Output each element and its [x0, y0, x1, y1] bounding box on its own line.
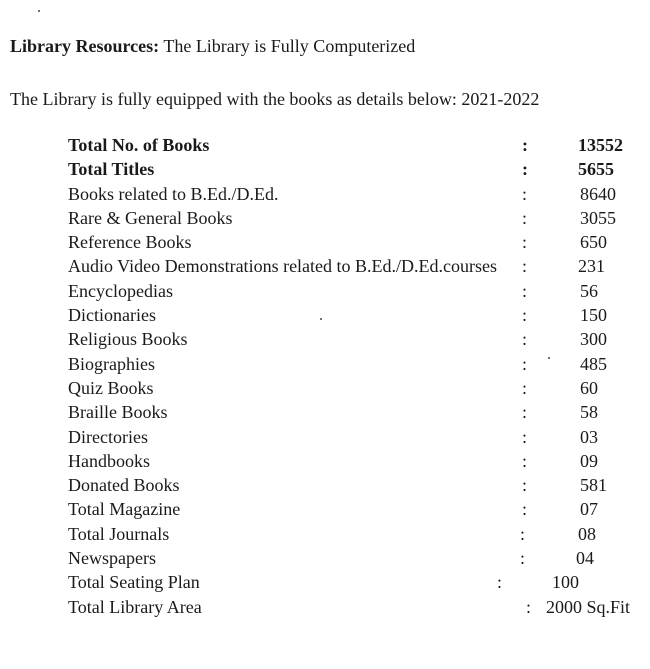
row-colon: : — [522, 207, 528, 228]
row-label: Quiz Books — [68, 377, 154, 398]
row-value: 3055 — [580, 207, 616, 228]
row-colon: : — [526, 596, 532, 617]
row-colon: : — [520, 523, 526, 544]
row-value: 485 — [580, 353, 607, 374]
table-row — [0, 427, 650, 451]
row-value: 150 — [580, 305, 607, 326]
row-colon: : — [497, 572, 503, 593]
row-label: Braille Books — [68, 402, 168, 423]
row-value: 09 — [580, 450, 598, 471]
row-label: Audio Video Demonstrations related to B.Ed./D.Ed.courses — [68, 256, 498, 277]
row-label: Total Library Area — [68, 596, 202, 617]
row-colon: : — [522, 232, 528, 253]
row-colon: : — [522, 256, 528, 277]
row-colon: : — [522, 353, 528, 374]
row-value: 650 — [580, 232, 607, 253]
table-row — [0, 475, 650, 499]
row-value: 5655 — [578, 159, 614, 180]
row-value: 2000 Sq.Fit — [546, 596, 631, 617]
scan-speck — [320, 318, 322, 320]
row-value: 56 — [580, 280, 598, 301]
row-colon: : — [522, 135, 528, 155]
row-label: Total Magazine — [68, 499, 181, 520]
row-colon: : — [522, 280, 528, 301]
table-row — [0, 232, 650, 256]
row-label: Total Journals — [68, 523, 170, 544]
row-colon: : — [522, 183, 528, 204]
table-row — [0, 135, 650, 159]
row-label: Newspapers — [68, 548, 156, 569]
heading-text: The Library is Fully Computerized — [159, 36, 416, 56]
scan-speck — [548, 357, 550, 359]
row-value: 300 — [580, 329, 607, 350]
table-row — [0, 354, 650, 378]
table-row — [0, 524, 650, 548]
table-row — [0, 329, 650, 353]
row-label: Dictionaries — [68, 305, 156, 326]
row-value: 100 — [552, 572, 579, 593]
table-row — [0, 305, 650, 329]
row-value: 60 — [580, 377, 598, 398]
row-colon: : — [522, 377, 528, 398]
row-label: Total Seating Plan — [68, 572, 200, 593]
table-row — [0, 572, 650, 596]
table-row — [0, 548, 650, 572]
row-label: Religious Books — [68, 329, 188, 350]
row-value: 231 — [578, 256, 605, 277]
table-row — [0, 208, 650, 232]
row-value: 58 — [580, 402, 598, 423]
row-label: Biographies — [68, 353, 155, 374]
table-row — [0, 256, 650, 280]
table-row — [0, 159, 650, 183]
table-row — [0, 378, 650, 402]
row-colon: : — [522, 475, 528, 496]
row-label: Rare & General Books — [68, 207, 233, 228]
section-heading — [10, 36, 415, 57]
row-value: 03 — [580, 426, 598, 447]
table-row — [0, 499, 650, 523]
table-row — [0, 451, 650, 475]
row-colon: : — [520, 548, 526, 569]
heading-bold-label: Library Resources: — [10, 36, 160, 56]
row-label: Total No. of Books — [68, 135, 210, 155]
table-row — [0, 184, 650, 208]
resource-table — [0, 135, 650, 621]
row-value: 07 — [580, 499, 598, 520]
scan-speck — [38, 10, 40, 12]
row-label: Total Titles — [68, 159, 155, 180]
row-label: Books related to B.Ed./D.Ed. — [68, 183, 279, 204]
row-label: Donated Books — [68, 475, 180, 496]
row-colon: : — [522, 305, 528, 326]
row-colon: : — [522, 426, 528, 447]
row-value: 581 — [580, 475, 607, 496]
intro-text: The Library is fully equipped with the books as details below: 2021-2022 — [10, 89, 540, 109]
row-colon: : — [522, 402, 528, 423]
row-colon: : — [522, 159, 528, 180]
row-label: Encyclopedias — [68, 280, 173, 301]
row-value: 13552 — [578, 135, 623, 155]
row-value: 08 — [578, 523, 596, 544]
table-row — [0, 597, 650, 621]
row-colon: : — [522, 499, 528, 520]
row-label: Directories — [68, 426, 148, 447]
row-colon: : — [522, 450, 528, 471]
row-value: 8640 — [580, 183, 616, 204]
table-row — [0, 281, 650, 305]
row-label: Handbooks — [68, 450, 150, 471]
table-row — [0, 402, 650, 426]
row-value: 04 — [576, 548, 594, 569]
row-colon: : — [522, 329, 528, 350]
row-label: Reference Books — [68, 232, 192, 253]
